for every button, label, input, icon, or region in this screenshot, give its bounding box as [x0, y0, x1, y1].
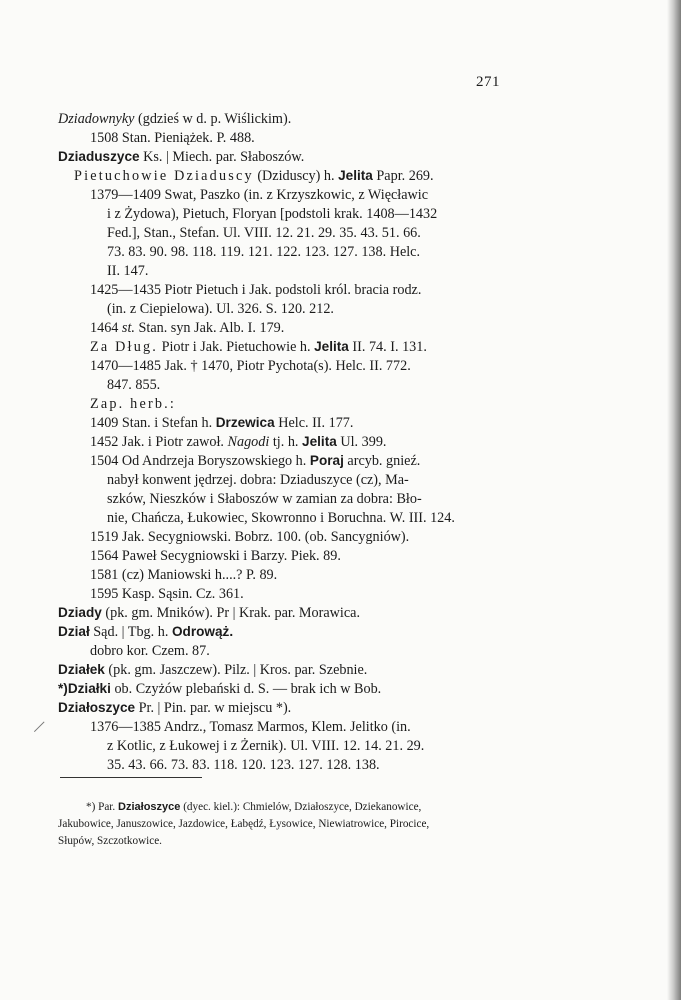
- entry-line: 1379—1409 Swat, Paszko (in. z Krzyszkowic, z Więcławic: [90, 187, 429, 203]
- entry-line: z Kotlic, z Łukowej i z Żernik). Ul. VIII. 12. 14. 21. 29.: [107, 738, 425, 754]
- entry-line: 1519 Jak. Secygniowski. Bobrz. 100. (ob. Sancygniów).: [90, 529, 410, 545]
- entry-line: Dziadownyky (gdzieś w d. p. Wiślickim).: [58, 111, 292, 127]
- entry-line: 35. 43. 66. 73. 83. 118. 120. 123. 127. 128. 138.: [107, 757, 380, 773]
- pencil-margin-mark: [34, 721, 53, 740]
- entry-line: szków, Nieszków i Słaboszów w zamian za dobra: Bło-: [107, 491, 422, 507]
- footnote-line: *) Par. Działoszyce (dyec. kiel.): Chmielów, Działoszyce, Dziekanowice,: [86, 801, 422, 813]
- scan-edge-shadow: [667, 0, 681, 1000]
- entry-line: 1470—1485 Jak. † 1470, Piotr Pychota(s). Helc. II. 772.: [90, 358, 411, 374]
- entry-line: 1464 st. Stan. syn Jak. Alb. I. 179.: [90, 320, 285, 336]
- entry-line: Zap. herb.:: [90, 396, 177, 412]
- entry-line: 1452 Jak. i Piotr zawoł. Nagodi tj. h. Jelita Ul. 399.: [90, 434, 387, 450]
- entry-line: II. 147.: [107, 263, 149, 279]
- footnote-divider: [60, 777, 202, 778]
- entry-line: 847. 855.: [107, 377, 161, 393]
- entry-line: 1508 Stan. Pieniążek. P. 488.: [90, 130, 255, 146]
- entry-line: 73. 83. 90. 98. 118. 119. 121. 122. 123. 127. 138. Helc.: [107, 244, 421, 260]
- entry-line: *)Działki ob. Czyżów plebański d. S. — brak ich w Bob.: [58, 681, 382, 697]
- entry-line: 1376—1385 Andrz., Tomasz Marmos, Klem. Jelitko (in.: [90, 719, 411, 735]
- entry-line: nie, Chańcza, Łukowiec, Skowronno i Boruchna. W. III. 124.: [107, 510, 455, 526]
- entry-line: Działoszyce Pr. | Pin. par. w miejscu *).: [58, 700, 292, 716]
- footnote-line: Słupów, Szczotkowice.: [58, 835, 162, 847]
- entry-line: Dział Sąd. | Tbg. h. Odrowąż.: [58, 624, 234, 640]
- entry-line: 1409 Stan. i Stefan h. Drzewica Helc. II. 177.: [90, 415, 354, 431]
- entry-line: Pietuchowie Dziaduscy (Dziduscy) h. Jelita Papr. 269.: [74, 168, 434, 184]
- entry-line: 1504 Od Andrzeja Boryszowskiego h. Poraj arcyb. gnieź.: [90, 453, 421, 469]
- entry-line: Fed.], Stan., Stefan. Ul. VIII. 12. 21. 29. 35. 43. 51. 66.: [107, 225, 421, 241]
- entry-line: nabył konwent jędrzej. dobra: Dziaduszyce (cz), Ma-: [107, 472, 409, 488]
- entry-line: 1595 Kasp. Sąsin. Cz. 361.: [90, 586, 244, 602]
- page-number: 271: [476, 74, 500, 90]
- entry-line: 1564 Paweł Secygniowski i Barzy. Piek. 89.: [90, 548, 341, 564]
- entry-line: Działek (pk. gm. Jaszczew). Pilz. | Kros. par. Szebnie.: [58, 662, 368, 678]
- footnote-line: Jakubowice, Januszowice, Jazdowice, Łabędź, Łysowice, Niewiatrowice, Pirocice,: [58, 818, 430, 830]
- entry-line: Za Dług. Piotr i Jak. Pietuchowie h. Jelita II. 74. I. 131.: [90, 339, 427, 355]
- entry-line: 1425—1435 Piotr Pietuch i Jak. podstoli król. bracia rodz.: [90, 282, 422, 298]
- entry-line: Dziaduszyce Ks. | Miech. par. Słaboszów.: [58, 149, 305, 165]
- entry-line: (in. z Ciepielowa). Ul. 326. S. 120. 212.: [107, 301, 334, 317]
- entry-line: i z Żydowa), Pietuch, Floryan [podstoli krak. 1408—1432: [107, 206, 438, 222]
- entry-line: Dziady (pk. gm. Mników). Pr | Krak. par. Morawica.: [58, 605, 360, 621]
- entry-line: 1581 (cz) Maniowski h....? P. 89.: [90, 567, 278, 583]
- entry-line: dobro kor. Czem. 87.: [90, 643, 210, 659]
